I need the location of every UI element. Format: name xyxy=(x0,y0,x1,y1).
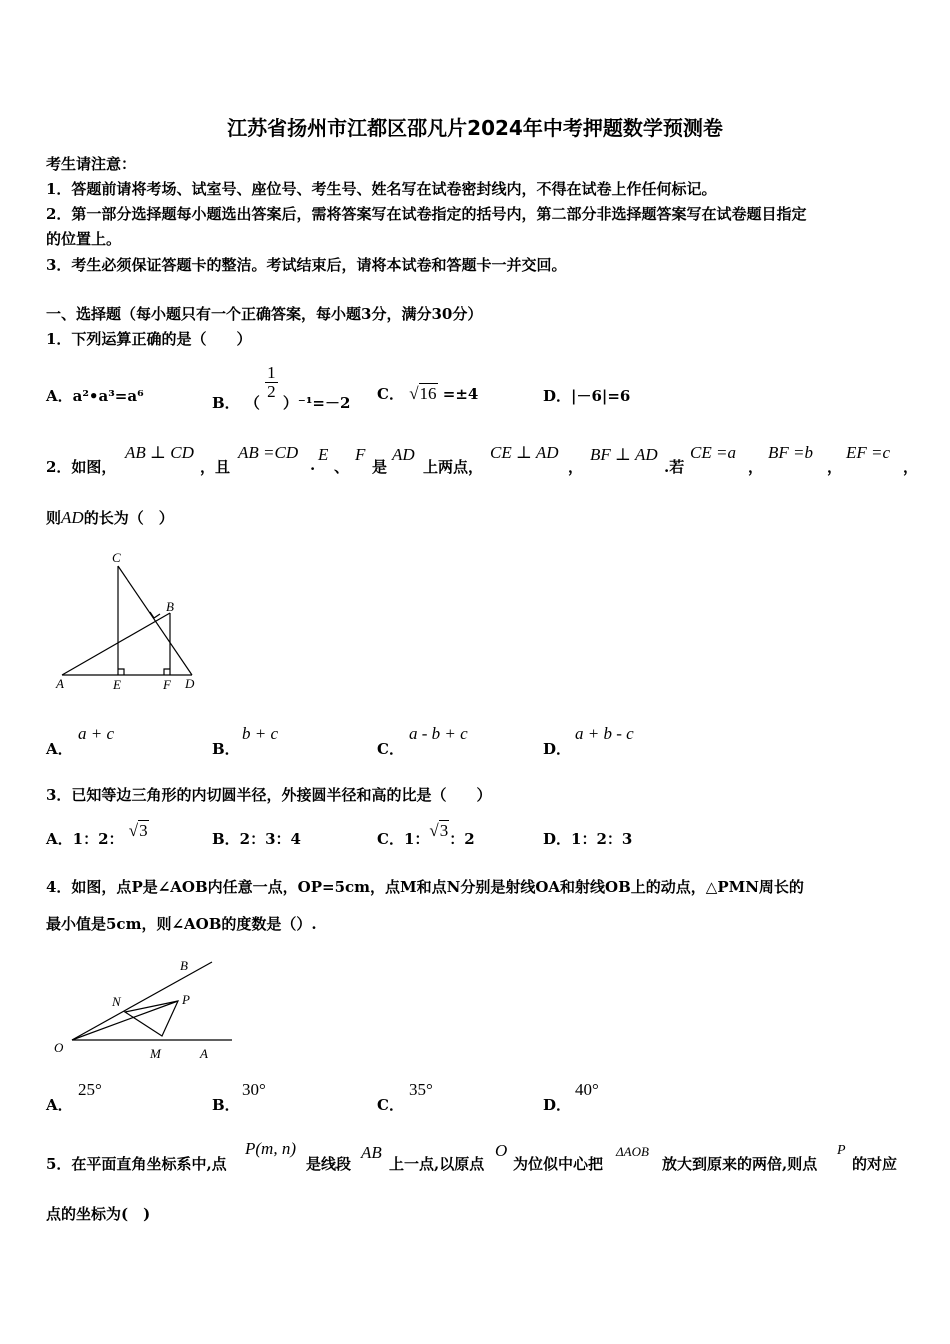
option-text: a²•a³=a⁶ xyxy=(72,387,144,405)
sqrt: √16 xyxy=(409,384,437,403)
q2-stem-text: .若 xyxy=(664,458,685,476)
q4-option-b-expr: 30° xyxy=(242,1080,266,1099)
section-heading: 一、选择题（每小题只有一个正确答案，每小题3分，满分30分） xyxy=(46,305,483,323)
q2-option-c-expr: a - b + c xyxy=(409,724,468,743)
option-text: =±4 xyxy=(442,385,479,403)
q4-option-a[interactable] xyxy=(46,1094,73,1115)
q2-stem-line2 xyxy=(46,507,174,528)
sqrt: √3 xyxy=(429,821,449,840)
q2-math: EF =c xyxy=(846,443,891,462)
q2-stem-text: ，且 xyxy=(200,458,231,476)
q1-stem: 1．下列运算正确的是（ ） xyxy=(46,330,252,348)
q1-option-b[interactable] xyxy=(212,363,351,412)
notice-item: 1．答题前请将考场、试室号、座位号、考生号、姓名写在试卷密封线内，不得在试卷上作任何标记。 xyxy=(46,180,717,198)
q5-math: P(m, n) xyxy=(245,1139,296,1158)
q2-figure xyxy=(50,548,200,694)
fig-label: F xyxy=(163,677,171,692)
q2-math: AD xyxy=(392,445,415,464)
q5-stem-text: 为位似中心把 xyxy=(513,1155,604,1173)
option-label: B． xyxy=(212,740,240,758)
q2-math: E xyxy=(318,445,329,464)
q1-option-c[interactable] xyxy=(377,383,478,404)
page-title: 江苏省扬州市江都区邵凡片2024年中考押题数学预测卷 xyxy=(227,116,723,140)
q2-math: F xyxy=(355,445,366,464)
paren: （ xyxy=(244,393,260,412)
q2-math: BF ⊥ AD xyxy=(590,445,658,464)
option-label: B． xyxy=(212,1096,240,1114)
q2-stem-text: ， xyxy=(748,458,764,476)
q2-option-b[interactable] xyxy=(212,738,240,759)
option-label: A． xyxy=(46,387,73,405)
q1-option-d[interactable] xyxy=(543,385,630,406)
option-label: A．1：2： xyxy=(46,830,124,848)
q4-option-c[interactable] xyxy=(377,1094,404,1115)
q2-math: AD xyxy=(61,508,84,527)
option-label: C．1： xyxy=(377,830,430,848)
fraction-numerator: 1 xyxy=(267,363,276,382)
q3-stem: 3．已知等边三角形的内切圆半径，外接圆半径和高的比是（ ） xyxy=(46,786,492,804)
option-label: D． xyxy=(543,740,572,758)
fig-label: A xyxy=(56,676,64,691)
option-text: ）⁻¹=－2 xyxy=(282,393,351,412)
q2-stem-text: ， xyxy=(568,458,584,476)
sqrt: √3 xyxy=(128,821,148,840)
q2-stem-text: 的长为（ ） xyxy=(83,509,174,527)
fig-label: P xyxy=(182,992,190,1007)
segment-ab xyxy=(62,613,170,675)
option-label: A． xyxy=(46,740,73,758)
q5-stem-line2: 点的坐标为( ) xyxy=(46,1205,151,1223)
q4-stem: 4．如图，点P是∠AOB内任意一点，OP=5cm，点M和点N分别是射线OA和射线OB上的动点，△PMN周长的 xyxy=(46,878,804,896)
fraction-denominator: 2 xyxy=(267,382,276,401)
option-label: B． xyxy=(212,393,240,412)
q5-stem-text: 的对应 xyxy=(852,1155,898,1173)
q3-option-d[interactable]: D．1：2：3 xyxy=(543,830,633,848)
option-text: ：2 xyxy=(449,830,475,848)
q4-option-b[interactable] xyxy=(212,1094,240,1115)
fig-label: D xyxy=(185,676,195,691)
q5-stem-text: 上一点,以原点 xyxy=(389,1155,485,1173)
fig-label: C xyxy=(112,550,121,565)
option-label: C． xyxy=(377,385,404,403)
q4-figure xyxy=(50,954,240,1064)
notice-heading: 考生请注意： xyxy=(46,155,137,173)
q2-option-d[interactable] xyxy=(543,738,571,759)
q3-option-b[interactable]: B．2：3：4 xyxy=(212,830,301,848)
radicand: 3 xyxy=(139,821,148,840)
fig-label: E xyxy=(113,677,121,692)
notice-item: 2．第一部分选择题每小题选出答案后，需将答案写在试卷指定的括号内，第二部分非选择题答案写在试卷题目指定 xyxy=(46,205,807,223)
fig-label: N xyxy=(112,994,121,1009)
q4-option-a-expr: 25° xyxy=(78,1080,102,1099)
q2-stem-text: 是 xyxy=(372,458,388,476)
q3-option-c[interactable] xyxy=(377,821,475,849)
q2-stem-text: ， xyxy=(827,458,843,476)
right-angle-e xyxy=(118,669,124,675)
option-label: D． xyxy=(543,1096,572,1114)
q2-math: AB ⊥ CD xyxy=(125,443,194,462)
q4-option-d-expr: 40° xyxy=(575,1080,599,1099)
q2-math: CE =a xyxy=(690,443,736,462)
notice-item: 的位置上。 xyxy=(46,230,122,248)
segment-op xyxy=(72,1001,178,1040)
q5-math: ΔAOB xyxy=(616,1144,649,1159)
fig-label: O xyxy=(54,1040,64,1055)
q2-stem-text: 则 xyxy=(46,509,62,527)
q5-stem-text: 5．在平面直角坐标系中,点 xyxy=(46,1155,227,1173)
q5-stem-text: 是线段 xyxy=(306,1155,352,1173)
q2-stem-text: 上两点， xyxy=(423,458,484,476)
fig-label: B xyxy=(180,958,188,973)
q5-math: AB xyxy=(361,1143,382,1162)
fig-label: A xyxy=(200,1046,208,1061)
q5-math: O xyxy=(495,1141,508,1160)
q2-option-a-expr: a + c xyxy=(78,724,115,743)
ray-ob xyxy=(72,962,212,1040)
fig-label: B xyxy=(166,599,174,614)
notice-item: 3．考生必须保证答题卡的整洁。考试结束后，请将本试卷和答题卡一并交回。 xyxy=(46,256,567,274)
option-text: |－6|=6 xyxy=(571,387,631,405)
q2-math: AB =CD xyxy=(238,443,299,462)
q2-math: BF =b xyxy=(768,443,813,462)
segment-cd xyxy=(118,566,192,675)
option-label: C． xyxy=(377,740,404,758)
q2-option-b-expr: b + c xyxy=(242,724,279,743)
fig-label: M xyxy=(150,1046,161,1061)
q2-stem-text: ， xyxy=(903,458,919,476)
right-angle-b xyxy=(150,612,160,618)
q2-math: CE ⊥ AD xyxy=(490,443,559,462)
q4-stem: 最小值是5cm，则∠AOB的度数是（）. xyxy=(46,915,317,933)
q2-option-d-expr: a + b - c xyxy=(575,724,634,743)
q2-stem-text: 、 xyxy=(334,458,350,476)
q4-option-c-expr: 35° xyxy=(409,1080,433,1099)
right-angle-f xyxy=(164,669,170,675)
q2-option-a[interactable] xyxy=(46,738,73,759)
q3-option-a[interactable] xyxy=(46,821,149,849)
q5-math: P xyxy=(837,1143,846,1158)
q2-option-c[interactable] xyxy=(377,738,404,759)
q2-stem-text: 2．如图， xyxy=(46,458,117,476)
option-label: A． xyxy=(46,1096,73,1114)
fraction xyxy=(265,364,278,401)
q4-option-d[interactable] xyxy=(543,1094,571,1115)
option-label: D． xyxy=(543,387,572,405)
q1-option-a[interactable] xyxy=(46,385,144,406)
option-label: C． xyxy=(377,1096,404,1114)
radicand: 16 xyxy=(419,384,437,403)
q2-stem-text: . xyxy=(310,456,316,474)
radicand: 3 xyxy=(439,821,449,840)
q5-stem-text: 放大到原来的两倍,则点 xyxy=(662,1155,818,1173)
